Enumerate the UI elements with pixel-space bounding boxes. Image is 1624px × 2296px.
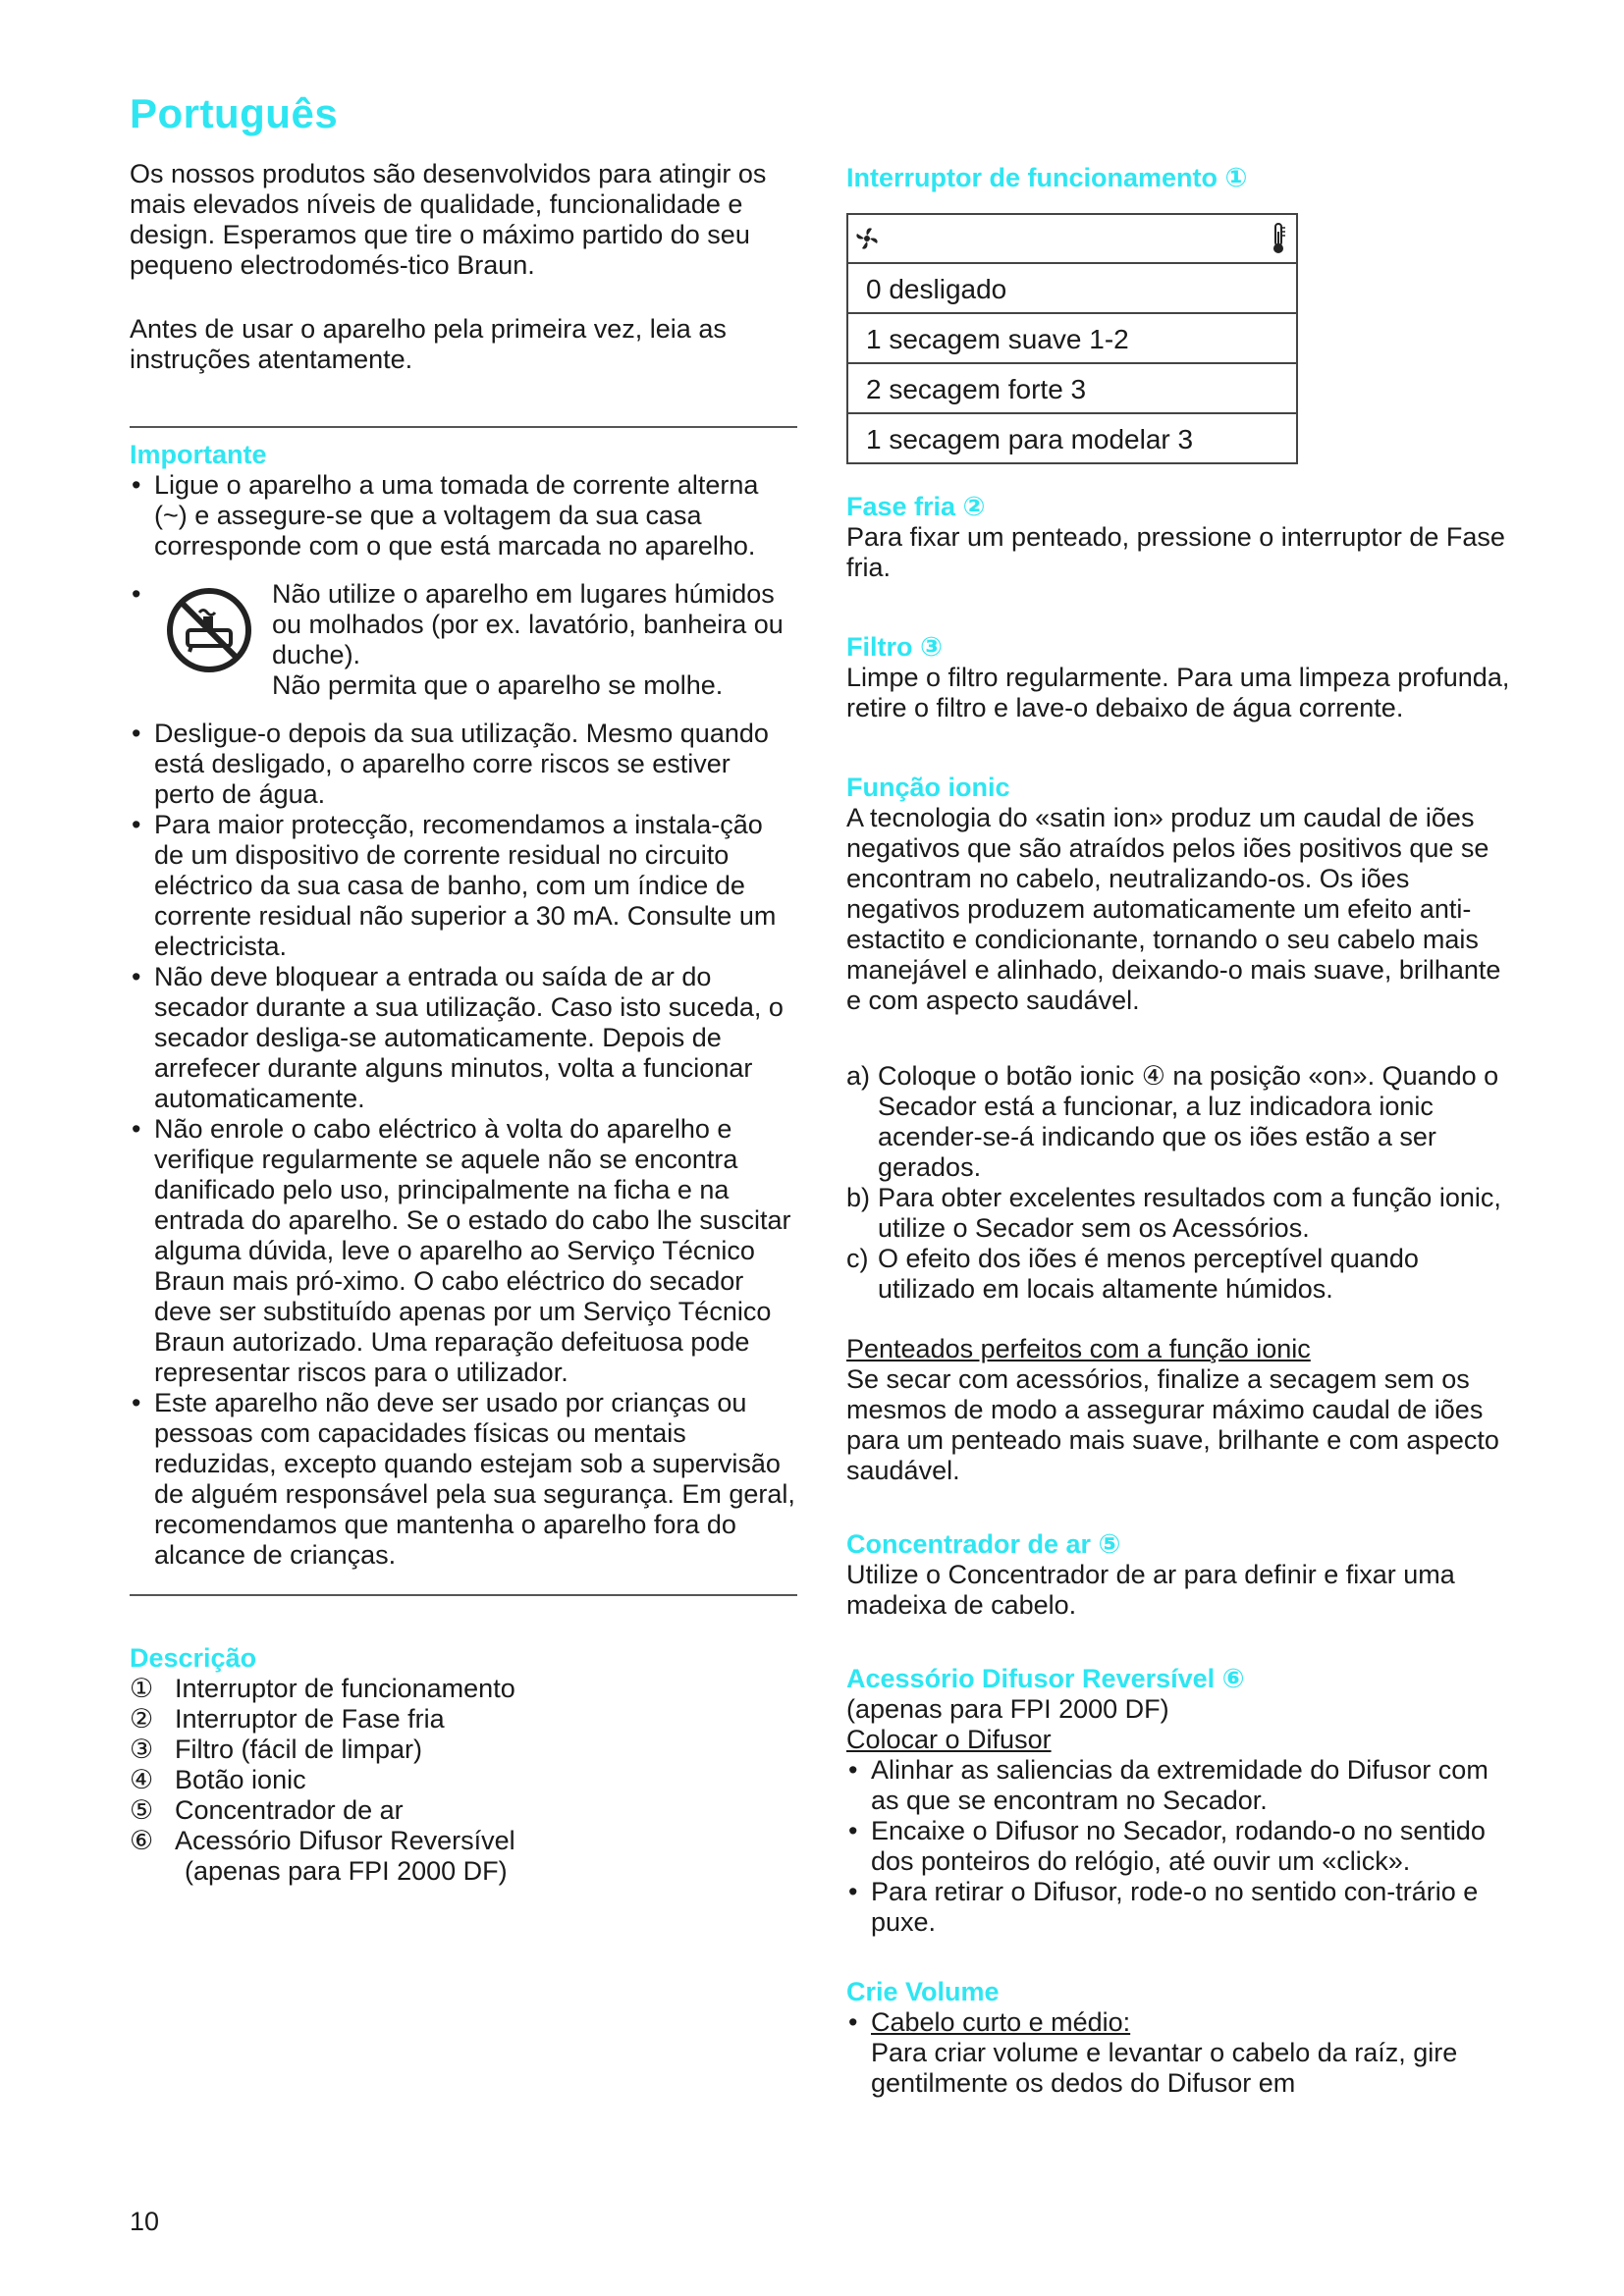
importante-bullet: • Ligue o aparelho a uma tomada de corrente alterna (~) e assegure-se que a voltagem da sua casa corresponde com o que está marcada no aparelho. [130,470,797,561]
parts-list-item [130,1735,797,1765]
importante-list [130,470,797,561]
parts-list-item [130,1765,797,1795]
importante-bullet: • Não deve bloquear a entrada ou saída de ar do secador durante a sua utilização. Caso isto suceda, o secador desliga-se automaticamente. Depois de arrefecer durante alguns minutos, volta a funcionar automaticamente. [130,962,797,1114]
crie-volume-list [846,2007,1514,2038]
importante-heading: Importante [130,440,267,469]
no-water-bathtub-icon [162,583,256,677]
intro-paragraph: Os nossos produtos são desenvolvidos para atingir os mais elevados níveis de qualidade, funcionalidade e design. Esperamos que tire o máximo partido do seu pequeno electrodomés-tico Braun. [130,159,767,280]
ionic-steps-list [846,1061,1514,1305]
part-label: Acessório Difusor Reversível [175,1826,515,1855]
section-divider [130,426,797,428]
parts-list-note: (apenas para FPI 2000 DF) [185,1856,508,1886]
filtro-heading: Filtro ③ [846,632,943,662]
crie-volume-heading: Crie Volume [846,1977,1000,2006]
importante-bullet: • Para maior protecção, recomendamos a instala-ção de um dispositivo de corrente residual no circuito eléctrico da sua casa de banho, com um índice de corrente residual não superior a 30 mA. Consulte um electricista. [130,810,797,962]
warning-text-secondary: Não permita que o aparelho se molhe. [272,670,724,700]
right-column [846,157,1514,2099]
table-row: 1 secagem suave 1-2 [848,312,1296,362]
importante-bullet: • Não enrole o cabo eléctrico à volta do aparelho e verifique regularmente se aquele não se encontra danificado pelo uso, principalmente na ficha e na entrada do aparelho. Se o estado do cabo lhe suscitar alguma dúvida, leve o aparelho ao Serviço Técnico Braun mais pró-ximo. O cabo eléctrico do secador deve ser substituído apenas por um Serviço Técnico Braun autorizado. Uma reparação defeituosa pode representar riscos para o utilizador. [130,1114,797,1388]
part-number: ⑥ [130,1826,154,1855]
concentrador-heading: Concentrador de ar ⑤ [846,1529,1121,1559]
part-label: Botão ionic [175,1765,306,1794]
list-item: • Encaixe o Difusor no Secador, rodando-o no sentido dos ponteiros do relógio, até ouvir um «click». [846,1816,1514,1877]
step-marker: a) [846,1061,871,1091]
list-item [846,1183,1514,1244]
part-label: Concentrador de ar [175,1795,404,1825]
warning-text-block [272,579,797,701]
difusor-note: (apenas para FPI 2000 DF) [846,1694,1169,1724]
fase-fria-heading: Fase fria ② [846,492,986,521]
part-label: Interruptor de funcionamento [175,1674,515,1703]
importante-list-continued [130,719,797,1571]
step-text: O efeito dos iões é menos perceptível quando utilizado em locais altamente húmidos. [878,1244,1419,1304]
list-item: • Alinhar as saliencias da extremidade do Difusor com as que se encontram no Secador. [846,1755,1514,1816]
table-header [848,215,1296,262]
thermometer-icon [1269,222,1288,255]
table-row: 0 desligado [848,262,1296,312]
penteados-text: Se secar com acessórios, finalize a secagem sem os mesmos de modo a assegurar máximo caudal de iões para um penteado mais suave, brilhante e com aspecto saudável. [846,1364,1499,1485]
switch-settings-table [846,213,1298,464]
parts-list [130,1674,797,1856]
warning-text: • Não utilize o aparelho em lugares húmidos ou molhados (por ex. lavatório, banheira ou duche). [272,579,784,669]
page-number: 10 [130,2207,160,2236]
parts-list-item [130,1674,797,1704]
parts-list-item [130,1826,797,1856]
list-item [846,1061,1514,1183]
crie-volume-text: Para criar volume e levantar o cabelo da raíz, gire gentilmente os dedos do Difusor em [871,2038,1458,2098]
list-item: • Para retirar o Difusor, rode-o no sentido con-trário e puxe. [846,1877,1514,1938]
difusor-list [846,1755,1514,1938]
part-number: ④ [130,1765,154,1794]
filtro-text: Limpe o filtro regularmente. Para uma limpeza profunda, retire o filtro e lave-o debaixo de água corrente. [846,663,1510,722]
list-item [846,1244,1514,1305]
left-column [130,157,797,1887]
descricao-heading: Descrição [130,1643,257,1673]
page-title: Português [130,90,339,136]
part-number: ② [130,1704,154,1734]
fase-fria-text: Para fixar um penteado, pressione o interruptor de Fase fria. [846,522,1505,582]
step-text: Para obter excelentes resultados com a função ionic, utilize o Secador sem os Acessórios. [878,1183,1501,1243]
part-number: ⑤ [130,1795,154,1825]
interruptor-heading: Interruptor de funcionamento ① [846,163,1248,192]
intro-instruction: Antes de usar o aparelho pela primeira vez, leia as instruções atentamente. [130,314,727,374]
bullet-label: Cabelo curto e médio: [871,2007,1131,2037]
table-row: 1 secagem para modelar 3 [848,412,1296,462]
part-number: ① [130,1674,154,1703]
parts-list-item [130,1704,797,1735]
section-divider [130,1594,797,1596]
step-marker: b) [846,1183,871,1212]
part-number: ③ [130,1735,154,1764]
part-label: Interruptor de Fase fria [175,1704,445,1734]
step-marker: c) [846,1244,869,1273]
part-label: Filtro (fácil de limpar) [175,1735,423,1764]
penteados-subheading: Penteados perfeitos com a função ionic [846,1334,1311,1363]
importante-bullet: • Este aparelho não deve ser usado por crianças ou pessoas com capacidades físicas ou mentais reduzidas, excepto quando estejam sob a supervisão de alguém responsável pela sua segurança. Em geral, recomendamos que mantenha o aparelho fora do alcance de crianças. [130,1388,797,1571]
step-text: Coloque o botão ionic ④ na posição «on». Quando o Secador está a funcionar, a luz indicadora ionic acender-se-á indicando que os iões estão a ser gerados. [878,1061,1499,1182]
funcao-ionic-text: A tecnologia do «satin ion» produz um caudal de iões negativos que são atraídos pelos iões positivos que se encontram no cabelo, neutralizando-os. Os iões negativos produzem automaticamente um efeito anti-estactito e condicionante, tornando o seu cabelo mais manejável e alinhado, deixando-o mais suave, brilhante e com aspecto saudável. [846,803,1501,1015]
importante-bullet: • Desligue-o depois da sua utilização. Mesmo quando está desligado, o aparelho corre riscos se estiver perto de água. [130,719,797,810]
parts-list-item [130,1795,797,1826]
difusor-heading: Acessório Difusor Reversível ⑥ [846,1664,1245,1693]
water-warning [130,579,797,701]
concentrador-text: Utilize o Concentrador de ar para definir e fixar uma madeixa de cabelo. [846,1560,1455,1620]
table-row: 2 secagem forte 3 [848,362,1296,412]
list-item [846,2007,1514,2038]
fan-icon [852,224,882,253]
difusor-subheading: Colocar o Difusor [846,1725,1052,1754]
funcao-ionic-heading: Função ionic [846,773,1010,802]
